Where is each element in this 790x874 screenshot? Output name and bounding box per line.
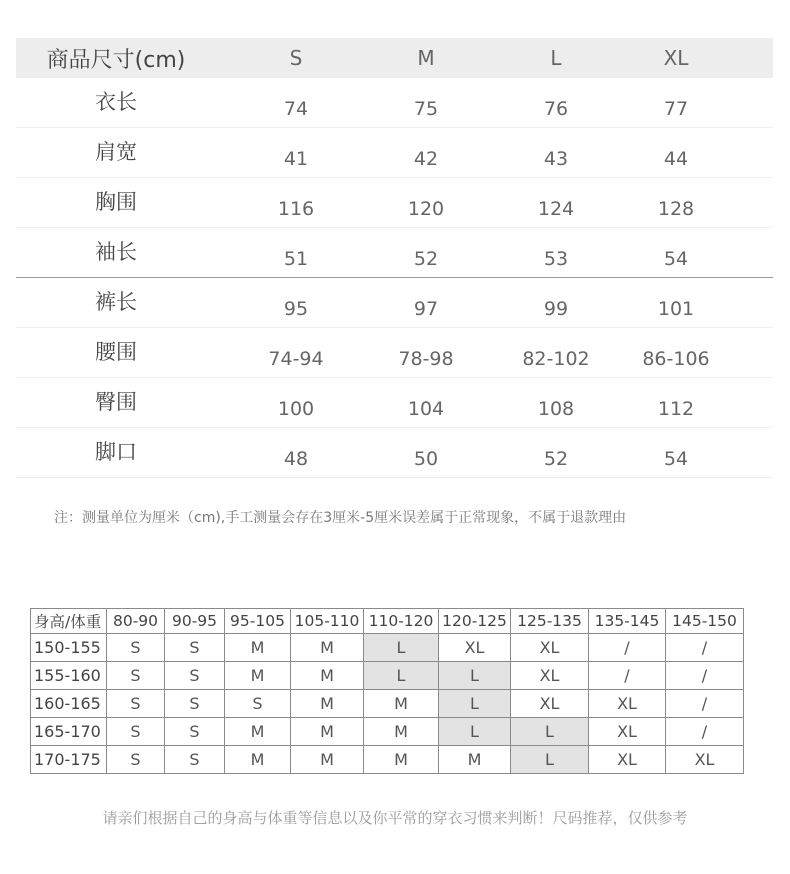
size-chart-row-label: 衣长 <box>95 89 137 114</box>
size-chart-cell: 99 <box>543 297 569 320</box>
height-range-cell: 170-175 <box>31 746 107 774</box>
size-chart-cell: 52 <box>413 247 439 270</box>
size-chart-row-label: 胸围 <box>95 189 137 214</box>
recommendation-row <box>31 662 744 690</box>
recommended-size-cell: M <box>225 746 291 774</box>
recommended-size-cell: M <box>291 690 364 718</box>
size-chart-row <box>16 278 773 328</box>
recommended-size-cell: M <box>225 718 291 746</box>
recommended-size-cell: XL <box>666 746 744 774</box>
recommended-size-cell: S <box>107 746 165 774</box>
recommendation-header-row <box>31 609 744 634</box>
size-chart-row <box>16 78 773 128</box>
size-header-xl: XL <box>663 46 689 70</box>
size-chart-cell: 95 <box>283 297 309 320</box>
size-chart-cell: 128 <box>657 197 695 220</box>
weight-range-header: 95-105 <box>225 609 291 634</box>
weight-range-header: 110-120 <box>364 609 439 634</box>
recommended-size-cell: S <box>225 690 291 718</box>
size-chart-table <box>16 38 773 478</box>
recommendation-row <box>31 746 744 774</box>
size-chart-header-label: 商品尺寸(cm) <box>46 47 186 73</box>
recommendation-row <box>31 718 744 746</box>
size-chart-header <box>16 38 773 78</box>
recommended-size-cell: XL <box>439 634 511 662</box>
size-chart-row <box>16 178 773 228</box>
size-header-l: L <box>550 46 562 70</box>
recommended-size-cell: XL <box>511 690 589 718</box>
recommended-size-cell: / <box>589 634 666 662</box>
size-chart-cell: 54 <box>663 447 689 470</box>
recommended-size-cell: XL <box>589 690 666 718</box>
recommended-size-cell: / <box>666 718 744 746</box>
recommended-size-cell: S <box>165 746 225 774</box>
size-chart-cell: 97 <box>413 297 439 320</box>
size-chart-cell: 42 <box>413 147 439 170</box>
size-chart-row-label: 臀围 <box>95 389 137 414</box>
size-chart-cell: 101 <box>657 297 695 320</box>
size-chart-row-label: 袖长 <box>95 239 137 264</box>
size-chart-cell: 52 <box>543 447 569 470</box>
size-chart-cell: 48 <box>283 447 309 470</box>
recommended-size-cell: XL <box>511 662 589 690</box>
size-chart-cell: 104 <box>407 397 445 420</box>
height-range-cell: 160-165 <box>31 690 107 718</box>
recommended-size-cell: S <box>107 718 165 746</box>
recommended-size-cell: S <box>165 718 225 746</box>
weight-range-header: 120-125 <box>439 609 511 634</box>
recommended-size-cell: S <box>165 690 225 718</box>
size-chart-cell: 53 <box>543 247 569 270</box>
size-chart-cell: 76 <box>543 97 569 120</box>
height-range-cell: 165-170 <box>31 718 107 746</box>
size-chart-cell: 51 <box>283 247 309 270</box>
size-header-m: M <box>417 46 435 70</box>
size-chart-cell: 77 <box>663 97 689 120</box>
size-chart-row-label: 腰围 <box>95 339 137 364</box>
size-chart-cell: 78-98 <box>398 347 454 370</box>
weight-range-header: 125-135 <box>511 609 589 634</box>
recommendation-row <box>31 634 744 662</box>
weight-range-header: 135-145 <box>589 609 666 634</box>
recommended-size-cell: M <box>291 662 364 690</box>
recommended-size-cell: L <box>439 718 511 746</box>
weight-range-header: 145-150 <box>666 609 744 634</box>
recommended-size-cell: M <box>291 746 364 774</box>
size-chart-cell: 116 <box>277 197 315 220</box>
size-chart-cell: 100 <box>277 397 315 420</box>
recommended-size-cell: L <box>511 718 589 746</box>
size-chart-cell: 124 <box>537 197 575 220</box>
recommended-size-cell: M <box>364 718 439 746</box>
size-chart-cell: 54 <box>663 247 689 270</box>
measurement-note: 注：测量单位为厘米（cm),手工测量会存在3厘米-5厘米误差属于正常现象，不属于退款理由 <box>54 510 627 526</box>
recommended-size-cell: M <box>225 634 291 662</box>
recommended-size-cell: L <box>439 690 511 718</box>
recommended-size-cell: M <box>291 718 364 746</box>
size-chart-row <box>16 328 773 378</box>
size-chart-cell: 41 <box>283 147 309 170</box>
size-chart-row-label: 脚口 <box>95 439 137 464</box>
recommended-size-cell: M <box>439 746 511 774</box>
size-chart-cell: 75 <box>413 97 439 120</box>
recommended-size-cell: M <box>364 690 439 718</box>
recommended-size-cell: M <box>225 662 291 690</box>
size-chart-cell: 43 <box>543 147 569 170</box>
recommended-size-cell: M <box>364 746 439 774</box>
size-chart-cell: 50 <box>413 447 439 470</box>
weight-range-header: 80-90 <box>107 609 165 634</box>
recommended-size-cell: XL <box>511 634 589 662</box>
recommended-size-cell: / <box>589 662 666 690</box>
recommended-size-cell: / <box>666 690 744 718</box>
size-chart-cell: 44 <box>663 147 689 170</box>
size-chart-cell: 82-102 <box>522 347 590 370</box>
weight-range-header: 105-110 <box>291 609 364 634</box>
size-chart-row <box>16 378 773 428</box>
height-range-cell: 150-155 <box>31 634 107 662</box>
size-header-s: S <box>289 46 303 70</box>
recommended-size-cell: XL <box>589 746 666 774</box>
size-chart-cell: 86-106 <box>642 347 710 370</box>
size-chart-cell: 112 <box>657 397 695 420</box>
recommended-size-cell: S <box>107 662 165 690</box>
recommended-size-cell: S <box>107 634 165 662</box>
size-chart-row <box>16 228 773 278</box>
height-weight-header: 身高/体重 <box>31 609 107 634</box>
size-chart-cell: 120 <box>407 197 445 220</box>
recommended-size-cell: L <box>439 662 511 690</box>
size-chart-cell: 74-94 <box>268 347 324 370</box>
size-chart-row <box>16 428 773 478</box>
recommended-size-cell: S <box>165 634 225 662</box>
recommended-size-cell: XL <box>589 718 666 746</box>
recommended-size-cell: M <box>291 634 364 662</box>
size-chart-row <box>16 128 773 178</box>
recommended-size-cell: L <box>511 746 589 774</box>
size-chart-cell: 74 <box>283 97 309 120</box>
recommended-size-cell: L <box>364 634 439 662</box>
recommendation-row <box>31 690 744 718</box>
recommended-size-cell: / <box>666 662 744 690</box>
size-chart-row-label: 肩宽 <box>95 139 137 164</box>
recommended-size-cell: / <box>666 634 744 662</box>
weight-range-header: 90-95 <box>165 609 225 634</box>
recommended-size-cell: L <box>364 662 439 690</box>
footer-disclaimer: 请亲们根据自己的身高与体重等信息以及你平常的穿衣习惯来判断！尺码推荐，仅供参考 <box>102 809 688 827</box>
size-chart-cell: 108 <box>537 397 575 420</box>
height-range-cell: 155-160 <box>31 662 107 690</box>
size-recommendation-table <box>30 608 744 774</box>
size-chart-row-label: 裤长 <box>95 289 137 314</box>
recommended-size-cell: S <box>107 690 165 718</box>
recommended-size-cell: S <box>165 662 225 690</box>
